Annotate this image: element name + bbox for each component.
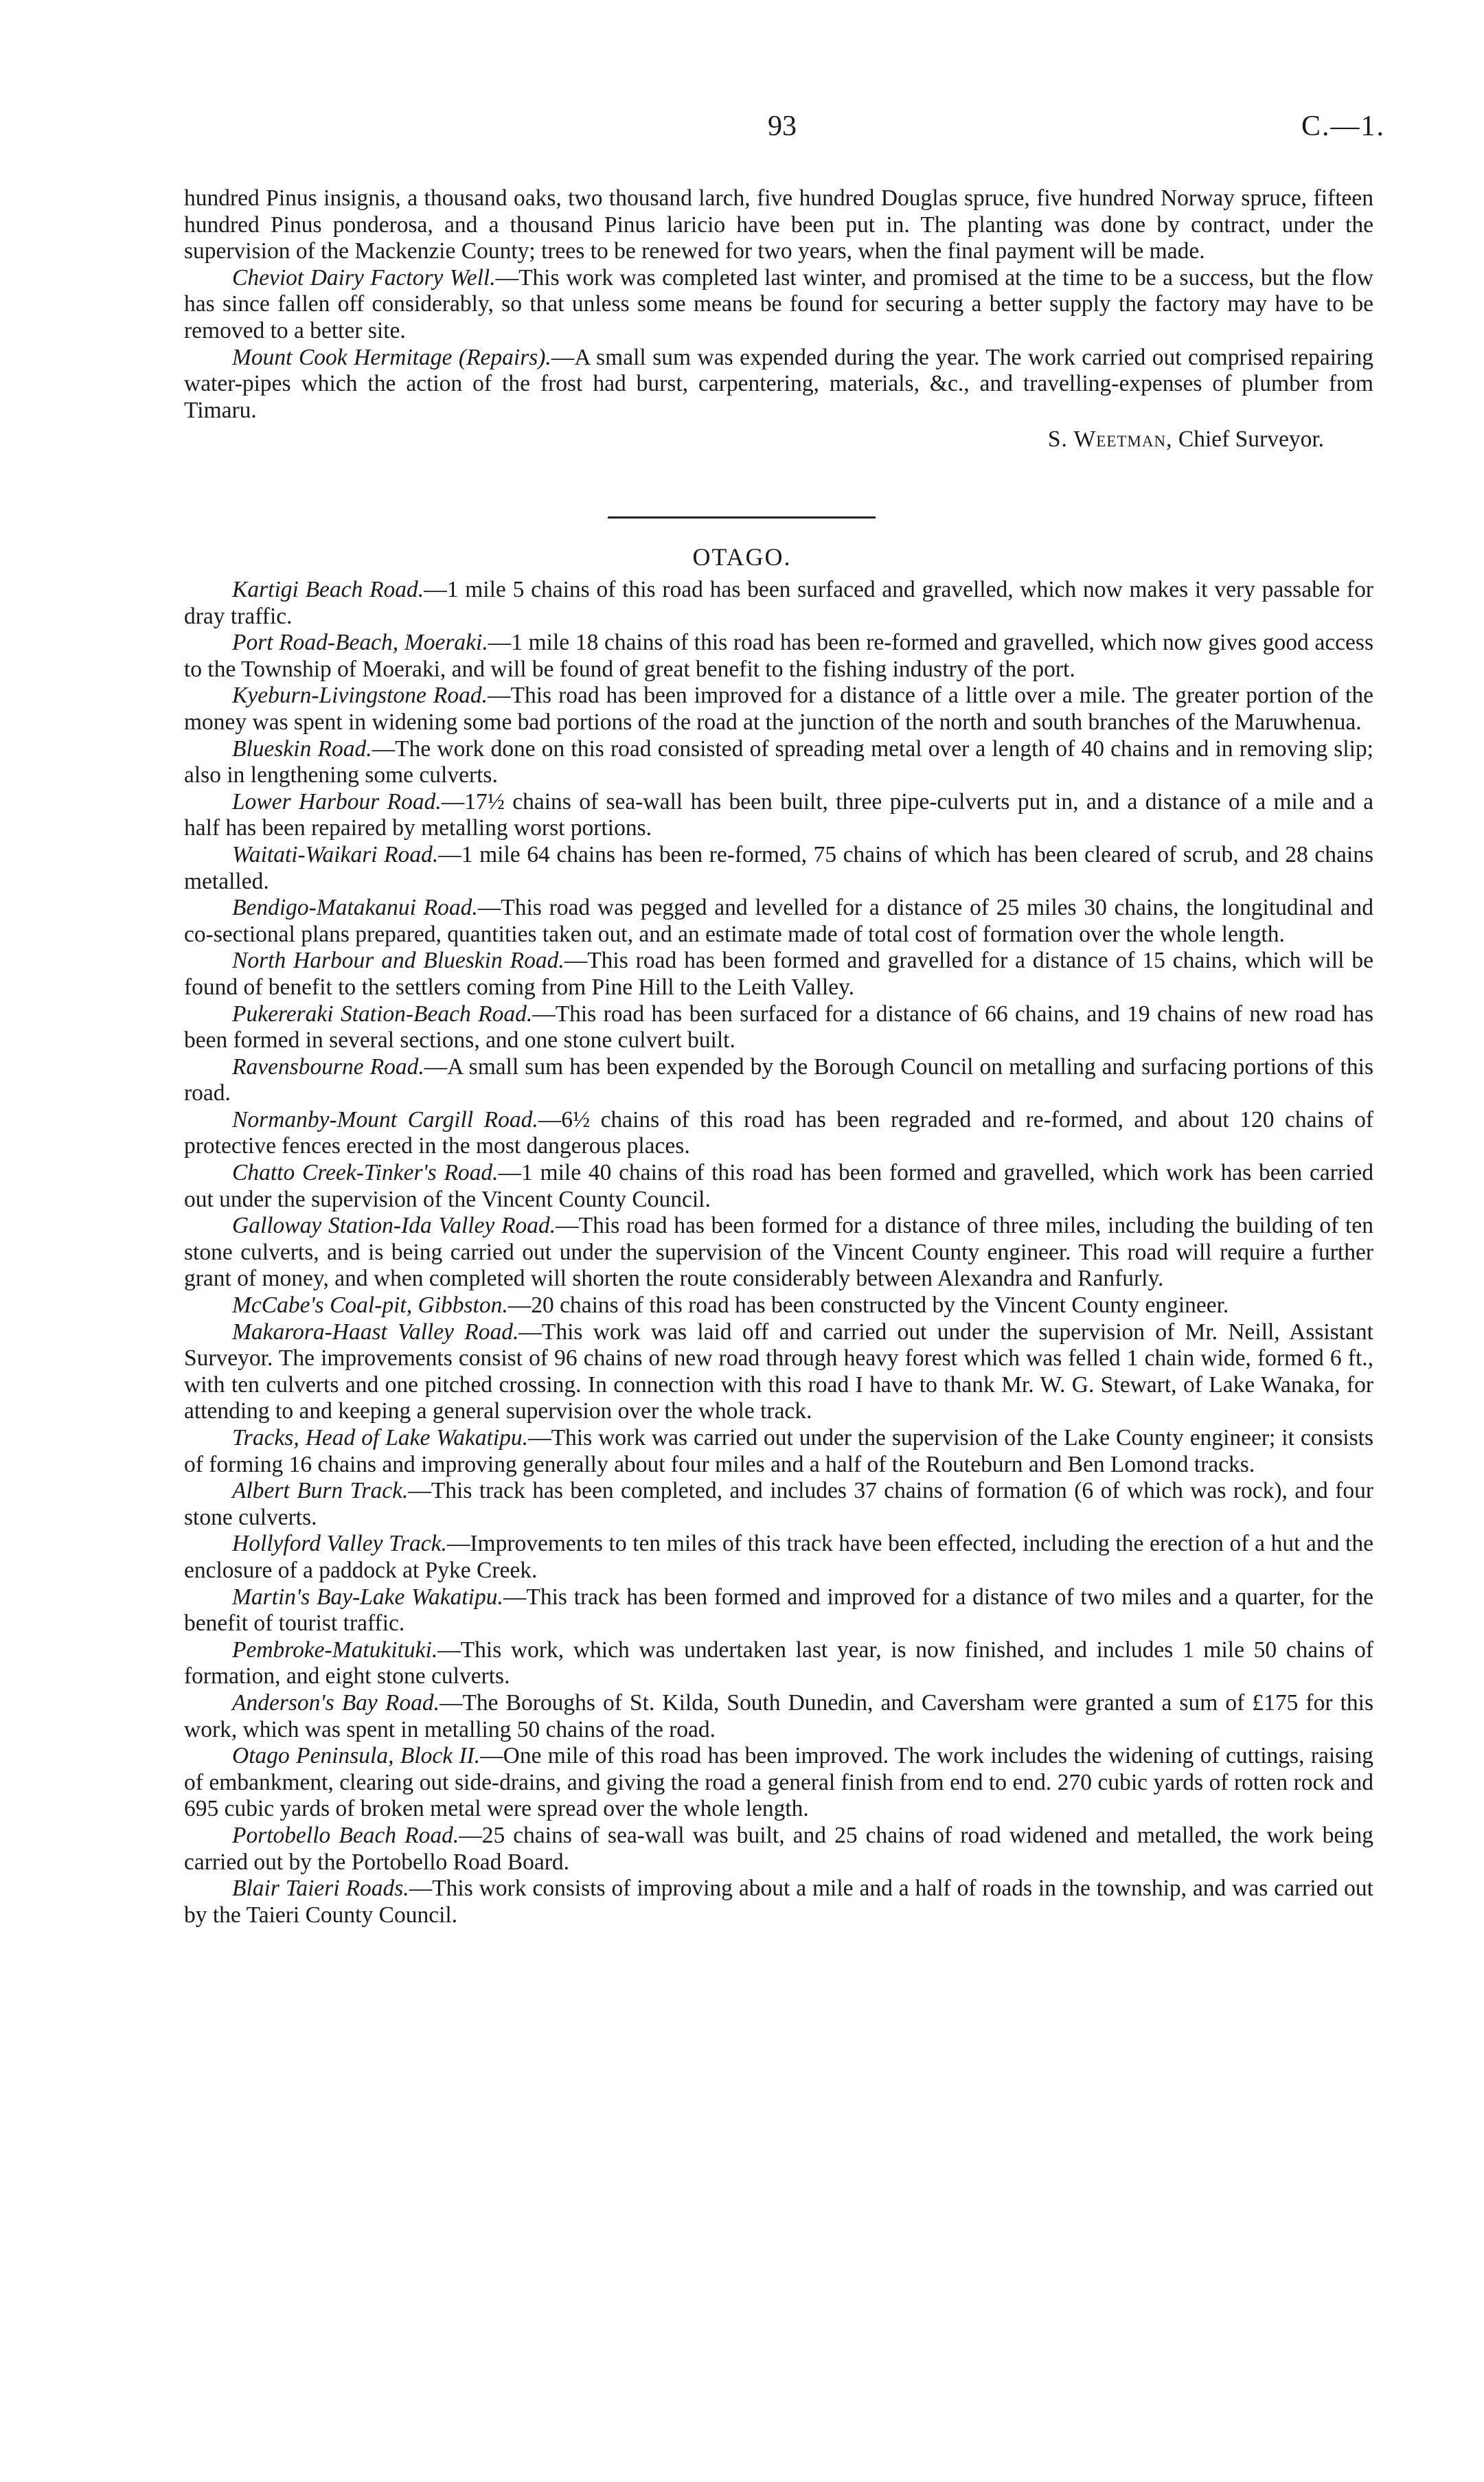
entry-text: —This road has been surfaced for a distance of 66 chains, and 19 chains of new road has been formed in several sections, and one stone culvert built. [184,1001,1373,1054]
entry-title: Anderson's Bay Road. [232,1689,440,1716]
otago-entry [184,1160,1373,1213]
entry-title: Mount Cook Hermitage (Repairs). [232,344,551,370]
otago-entry [184,1054,1373,1107]
otago-entry [184,1743,1373,1823]
otago-entry [184,1107,1373,1160]
entry-text: —1 mile 40 chains of this road has been formed and gravelled, which work has been carried out under the supervision of the Vincent County Council. [184,1160,1374,1212]
entry-title: Normanby-Mount Cargill Road. [232,1106,538,1132]
mount-cook-paragraph [184,345,1373,424]
entry-text: —This track has been completed, and includes 37 chains of formation (6 of which was rock), and four stone culverts. [184,1478,1373,1530]
entry-title: Pembroke-Matukituki. [232,1637,438,1663]
entry-text: —One mile of this road has been improved. The work includes the widening of cuttings, raising of embankment, clearing out side-drains, and giving the road a general finish from end to end. 270 cubic yards of rotten rock and 695 cubic yards of broken metal were spread over the whole length. [184,1743,1373,1822]
entry-title: Kartigi Beach Road. [232,577,424,602]
otago-entry [184,1584,1373,1637]
entry-title: Kyeburn-Livingstone Road. [232,683,488,709]
entry-text: —This work consists of improving about a mile and a half of roads in the township, and was carried out by the Taieri County Council. [184,1876,1373,1928]
otago-entry [184,630,1373,683]
otago-entry [184,1293,1373,1319]
section-divider [608,516,876,519]
otago-entry [184,1876,1373,1928]
entry-title: Bendigo-Matakanui Road. [232,895,478,921]
otago-entry [184,1478,1373,1531]
section-heading-otago: OTAGO. [692,543,792,571]
otago-entry [184,1425,1373,1478]
entry-text: —6½ chains of this road has been regraded and re-formed, and about 120 chains of protective fences erected in the most dangerous places. [184,1106,1374,1159]
signature-role: Chief Surveyor. [1178,426,1324,453]
page-number: 93 [768,111,797,142]
otago-entry [184,895,1373,948]
entry-title: Cheviot Dairy Factory Well. [232,264,496,291]
entry-title: Otago Peninsula, Block II. [232,1743,481,1769]
page-header [0,110,1484,151]
entry-title: McCabe's Coal-pit, Gibbston. [232,1293,508,1319]
otago-entries [184,577,1373,1928]
entry-title: Blueskin Road. [232,736,372,762]
entry-text: —Improvements to ten miles of this track have been effected, including the erection of a hut and the enclosure of a paddock at Pyke Creek. [184,1531,1374,1583]
entry-text: —This work was laid off and carried out under the supervision of Mr. Neill, Assistant Surveyor. The improvements consist of 96 chains of new road through heavy forest which was felled 1 chain wide, formed 6 ft., with ten culverts and one pitched crossing. In connection with this road I have to thank Mr. W. G. Stewart, of Lake Wanaka, for attending to and keeping a general supervision over the whole track. [184,1319,1373,1424]
canterbury-continuation [184,185,1373,453]
entry-text: —This work, which was undertaken last year, is now finished, and includes 1 mile 50 chains of formation, and eight stone culverts. [184,1637,1373,1689]
otago-entry [184,948,1373,1001]
entry-title: Chatto Creek-Tinker's Road. [232,1160,499,1186]
otago-entry [184,577,1373,630]
entry-text: —This track has been formed and improved for a distance of two miles and a quarter, for the benefit of tourist traffic. [184,1584,1373,1637]
entry-text: —This work was carried out under the supervision of the Lake County engineer; it consists of forming 16 chains and improving generally about four miles and a half of the Routeburn and Ben Lomond tracks. [184,1425,1373,1477]
entry-text: —20 chains of this road has been constructed by the Vincent County engineer. [507,1293,1229,1319]
entry-text: —This road has been formed for a distance of three miles, including the building of ten stone culverts, and is being carried out under the supervision of the Vincent County engineer. This road will require a further grant of money, and when completed will shorten the route considerably between Alexandra and Ranfurly. [184,1213,1373,1292]
entry-text: —This road has been improved for a distance of a little over a mile. The greater portion of the money was spent in widening some bad portions of the road at the junction of the north and south branches of the Maruwhenua. [184,683,1373,735]
otago-entry [184,789,1373,842]
entry-title: Galloway Station-Ida Valley Road. [232,1213,556,1239]
otago-entry [184,1690,1373,1743]
otago-entry [184,1213,1373,1293]
otago-entry [184,1823,1373,1876]
otago-entry [184,736,1373,789]
entry-title: Waitati-Waikari Road. [232,841,439,867]
entry-title: Lower Harbour Road. [232,788,442,815]
entry-title: Pukereraki Station-Beach Road. [232,1001,533,1027]
document-reference: C.—1. [1301,111,1386,142]
entry-title: Ravensbourne Road. [232,1054,424,1080]
entry-title: Makarora-Haast Valley Road. [232,1319,519,1345]
entry-text: —The work done on this road consisted of spreading metal over a length of 40 chains and in removing slip; also in lengthening some culverts. [184,736,1373,788]
entry-text: —This work was completed last winter, and promised at the time to be a success, but the flow has since fallen off considerably, so that unless some means be found for securing a better supply the factory may have to be removed to a better site. [184,264,1373,343]
otago-entry [184,842,1373,895]
entry-title: Portobello Beach Road. [232,1822,459,1848]
entry-title: Blair Taieri Roads. [232,1876,409,1902]
otago-entry [184,1531,1373,1584]
entry-text: —The Boroughs of St. Kilda, South Dunedin, and Caversham were granted a sum of £175 for this work, which was spent in metalling 50 chains of the road. [184,1689,1373,1742]
entry-title: Port Road-Beach, Moeraki. [232,630,488,656]
otago-entry [184,1001,1373,1054]
signature-name: S. Weetman, [1047,426,1173,453]
otago-entry [184,1319,1373,1425]
entry-text: —A small sum has been expended by the Borough Council on metalling and surfacing portions of this road. [184,1054,1373,1106]
entry-text: —17½ chains of sea-wall has been built, three pipe-culverts put in, and a distance of a mile and a half has been repaired by metalling worst portions. [184,788,1373,841]
signature [184,426,1373,453]
entry-text: —1 mile 18 chains of this road has been re-formed and gravelled, which now gives good access to the Township of Moeraki, and will be found of great benefit to the fishing industry of the port. [184,630,1373,682]
entry-title: Hollyford Valley Track. [232,1531,447,1557]
otago-entry [184,1637,1373,1690]
entry-text: —1 mile 64 chains has been re-formed, 75 chains of which has been cleared of scrub, and 28 chains metalled. [184,841,1373,894]
entry-text: —A small sum was expended during the year. The work carried out comprised repairing water-pipes which the action of the frost had burst, carpentering, materials, &c., and travelling-expenses of plumber from Timaru. [184,344,1373,423]
entry-text: —1 mile 5 chains of this road has been surfaced and gravelled, which now makes it very passable for dray traffic. [184,577,1373,629]
entry-title: Tracks, Head of Lake Wakatipu. [232,1425,529,1450]
entry-title: Martin's Bay-Lake Wakatipu. [232,1584,503,1610]
entry-text: —25 chains of sea-wall was built, and 25 chains of road widened and metalled, the work being carried out by the Portobello Road Board. [184,1822,1373,1875]
entry-text: —This road has been formed and gravelled for a distance of 15 chains, which will be found of benefit to the settlers coming from Pine Hill to the Leith Valley. [184,948,1373,1000]
otago-entry [184,683,1373,736]
entry-title: North Harbour and Blueskin Road. [232,948,564,974]
entry-title: Albert Burn Track. [232,1478,409,1504]
entry-text: —This road was pegged and levelled for a distance of 25 miles 30 chains, the longitudinal and co-sectional plans prepared, quantities taken out, and an estimate made of total cost of formation over the whole length. [184,895,1373,947]
planting-paragraph: hundred Pinus insignis, a thousand oaks, two thousand larch, five hundred Douglas spruce, five hundred Norway spruce, fifteen hundred Pinus ponderosa, and a thousand Pinus laricio have been put in. The planting was done by contract, under the supervision of the Mackenzie County; trees to be renewed for two years, when the final payment will be made. [184,185,1373,264]
cheviot-paragraph [184,265,1373,345]
